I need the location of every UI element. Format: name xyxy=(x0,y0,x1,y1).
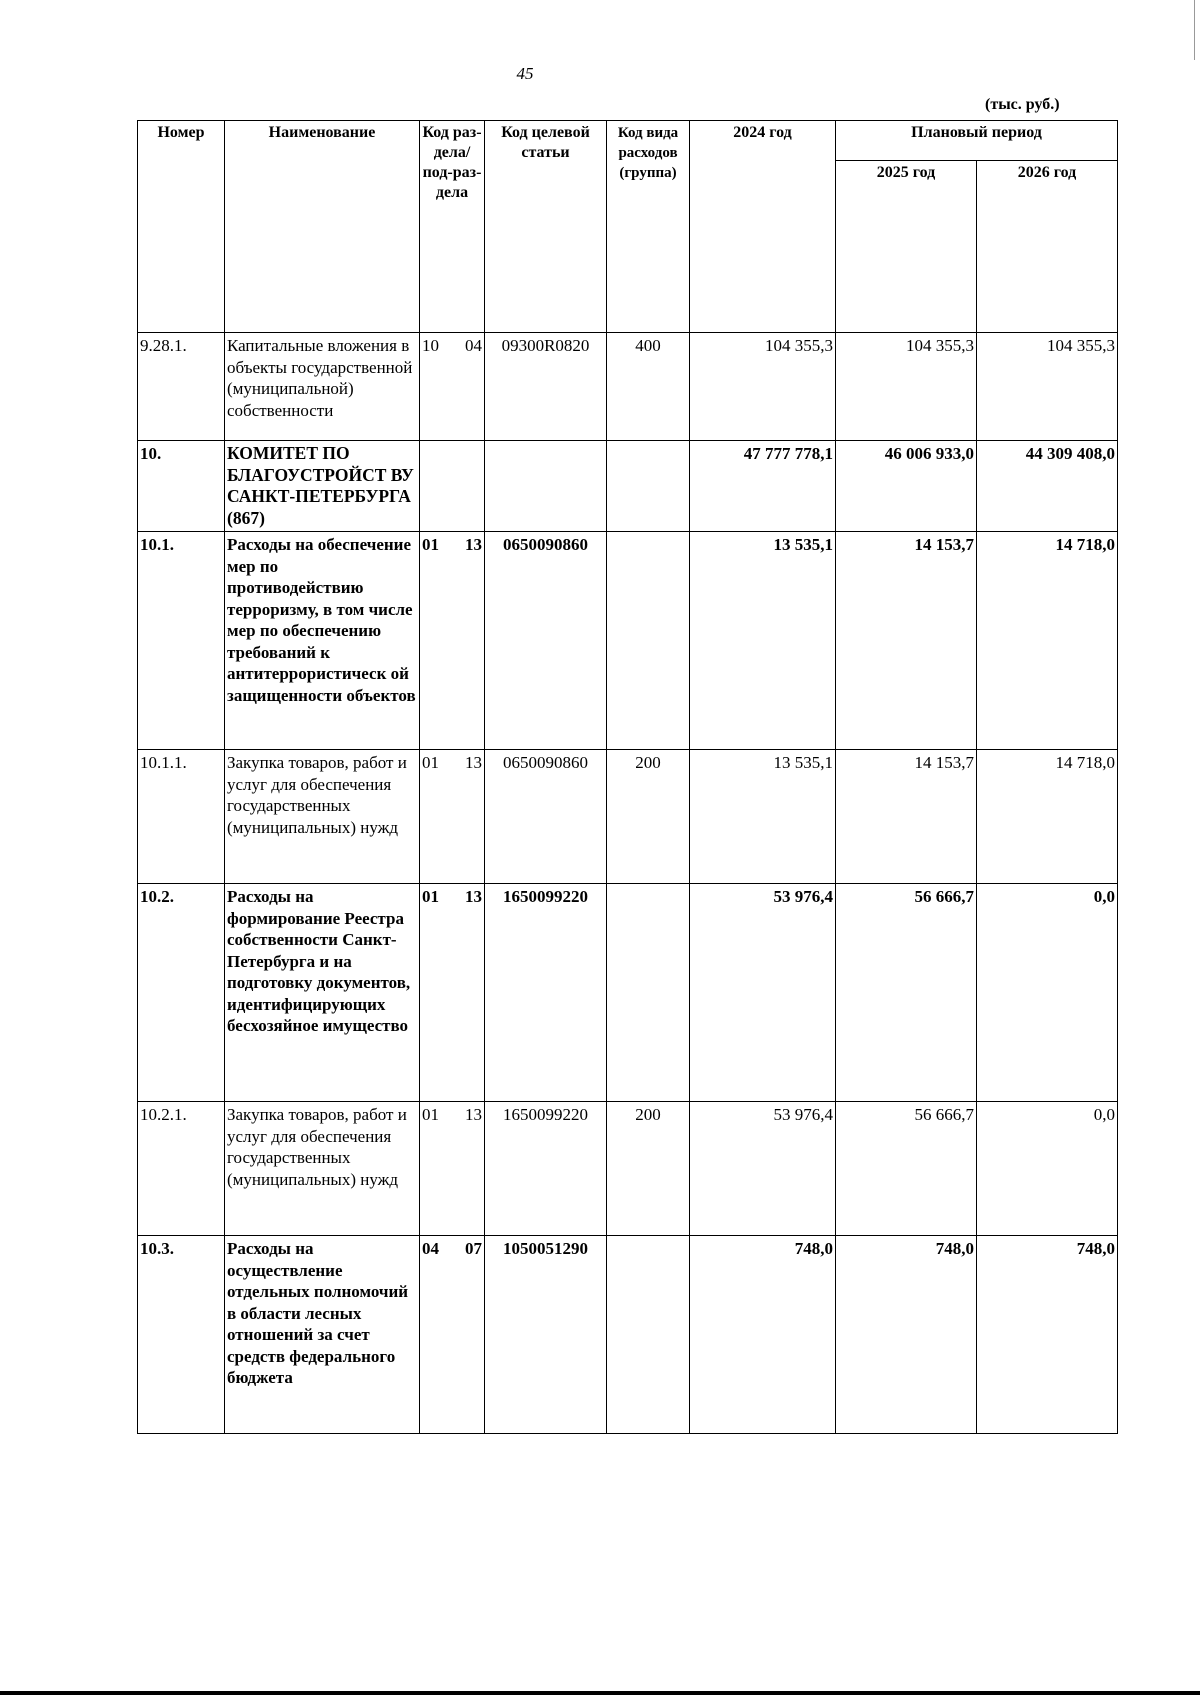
cell-name: Расходы на обеспечение мер по противодействию терроризму, в том числе мер по обеспечению требований к антитеррористическ ой защищенности объектов xyxy=(225,532,420,750)
scan-bottom-bar xyxy=(0,1691,1200,1695)
table-row xyxy=(138,333,1118,441)
cell-number: 10.1. xyxy=(138,532,225,750)
cell-razdel-section: 10 xyxy=(422,336,439,355)
header-target: Код целевой статьи xyxy=(485,121,607,333)
cell-name: Закупка товаров, работ и услуг для обеспечения государственных (муниципальных) нужд xyxy=(225,750,420,884)
cell-razdel xyxy=(420,532,485,750)
header-2026: 2026 год xyxy=(977,161,1118,333)
cell-amount-2025: 748,0 xyxy=(836,1236,977,1434)
cell-razdel-section: 01 xyxy=(422,887,439,906)
cell-amount-2024: 53 976,4 xyxy=(690,1102,836,1236)
cell-razdel xyxy=(420,1236,485,1434)
budget-table xyxy=(137,120,1118,1434)
header-2025: 2025 год xyxy=(836,161,977,333)
table-header xyxy=(138,121,1118,333)
cell-amount-2026: 44 309 408,0 xyxy=(977,441,1118,532)
cell-amount-2025: 46 006 933,0 xyxy=(836,441,977,532)
cell-amount-2024: 13 535,1 xyxy=(690,532,836,750)
cell-amount-2025: 56 666,7 xyxy=(836,1102,977,1236)
cell-razdel-subsection: 04 xyxy=(465,336,482,355)
cell-amount-2025: 56 666,7 xyxy=(836,884,977,1102)
cell-razdel xyxy=(420,1102,485,1236)
header-2024: 2024 год xyxy=(690,121,836,333)
header-number: Номер xyxy=(138,121,225,333)
scan-edge-mark xyxy=(1194,0,1200,60)
cell-number: 10.3. xyxy=(138,1236,225,1434)
header-razdel: Код раз-дела/ под-раз-дела xyxy=(420,121,485,333)
cell-target-code: 09300R0820 xyxy=(485,333,607,441)
cell-kvr: 200 xyxy=(607,1102,690,1236)
cell-razdel-subsection: 07 xyxy=(465,1239,482,1258)
cell-amount-2026: 748,0 xyxy=(977,1236,1118,1434)
cell-name: Расходы на формирование Реестра собственности Санкт-Петербурга и на подготовку документов, идентифицирующих бесхозяйное имущество xyxy=(225,884,420,1102)
cell-amount-2024: 104 355,3 xyxy=(690,333,836,441)
cell-name: Капитальные вложения в объекты государственной (муниципальной) собственности xyxy=(225,333,420,441)
cell-target-code: 0650090860 xyxy=(485,750,607,884)
cell-razdel-section: 01 xyxy=(422,753,439,772)
cell-amount-2024: 13 535,1 xyxy=(690,750,836,884)
cell-razdel-section: 01 xyxy=(422,535,439,554)
cell-kvr xyxy=(607,1236,690,1434)
cell-razdel-section: 01 xyxy=(422,1105,439,1124)
units-label: (тыс. руб.) xyxy=(985,96,1060,113)
cell-razdel-subsection: 13 xyxy=(465,1105,482,1124)
cell-amount-2025: 14 153,7 xyxy=(836,750,977,884)
header-planned-period: Плановый период xyxy=(836,121,1118,161)
cell-kvr: 400 xyxy=(607,333,690,441)
table-row xyxy=(138,532,1118,750)
cell-razdel xyxy=(420,441,485,532)
cell-name: Закупка товаров, работ и услуг для обеспечения государственных (муниципальных) нужд xyxy=(225,1102,420,1236)
table-row xyxy=(138,1236,1118,1434)
cell-name: Расходы на осуществление отдельных полномочий в области лесных отношений за счет средств федерального бюджета xyxy=(225,1236,420,1434)
cell-amount-2024: 748,0 xyxy=(690,1236,836,1434)
cell-amount-2026: 0,0 xyxy=(977,884,1118,1102)
cell-razdel xyxy=(420,750,485,884)
cell-target-code: 1050051290 xyxy=(485,1236,607,1434)
cell-amount-2026: 14 718,0 xyxy=(977,750,1118,884)
cell-number: 10.2. xyxy=(138,884,225,1102)
cell-razdel xyxy=(420,333,485,441)
cell-amount-2026: 14 718,0 xyxy=(977,532,1118,750)
cell-target-code: 1650099220 xyxy=(485,884,607,1102)
cell-amount-2026: 104 355,3 xyxy=(977,333,1118,441)
cell-amount-2026: 0,0 xyxy=(977,1102,1118,1236)
table-body xyxy=(138,333,1118,1434)
cell-number: 10.1.1. xyxy=(138,750,225,884)
cell-razdel-subsection: 13 xyxy=(465,753,482,772)
cell-razdel-subsection: 13 xyxy=(465,887,482,906)
page-number: 45 xyxy=(516,64,534,83)
cell-target-code: 0650090860 xyxy=(485,532,607,750)
cell-kvr xyxy=(607,884,690,1102)
cell-kvr: 200 xyxy=(607,750,690,884)
cell-amount-2025: 104 355,3 xyxy=(836,333,977,441)
cell-razdel-subsection: 13 xyxy=(465,535,482,554)
table-row xyxy=(138,1102,1118,1236)
cell-kvr xyxy=(607,441,690,532)
cell-razdel-section: 04 xyxy=(422,1239,439,1258)
header-name: Наименование xyxy=(225,121,420,333)
cell-razdel xyxy=(420,884,485,1102)
cell-number: 10. xyxy=(138,441,225,532)
header-kvr: Код вида расходов (группа) xyxy=(607,121,690,333)
cell-number: 9.28.1. xyxy=(138,333,225,441)
cell-name: КОМИТЕТ ПО БЛАГОУСТРОЙСТ ВУ САНКТ-ПЕТЕРБУРГА (867) xyxy=(225,441,420,532)
cell-amount-2024: 47 777 778,1 xyxy=(690,441,836,532)
cell-target-code xyxy=(485,441,607,532)
cell-number: 10.2.1. xyxy=(138,1102,225,1236)
cell-kvr xyxy=(607,532,690,750)
cell-amount-2025: 14 153,7 xyxy=(836,532,977,750)
table-row xyxy=(138,884,1118,1102)
table-row xyxy=(138,441,1118,532)
table-row xyxy=(138,750,1118,884)
cell-amount-2024: 53 976,4 xyxy=(690,884,836,1102)
cell-target-code: 1650099220 xyxy=(485,1102,607,1236)
